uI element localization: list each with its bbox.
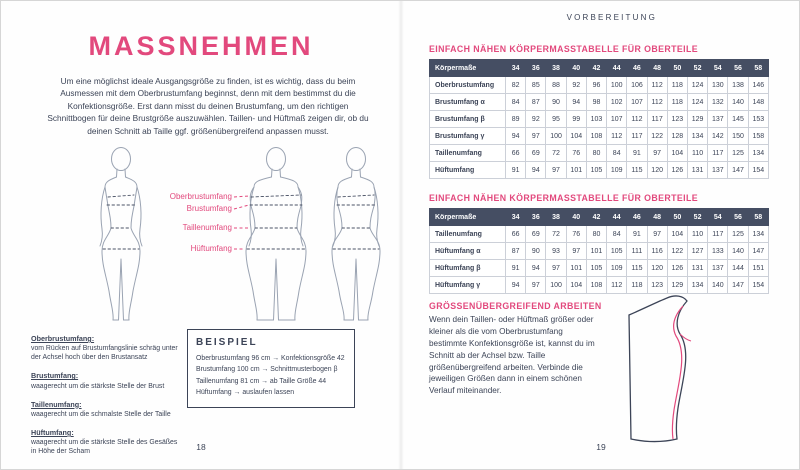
size-value-cell: 151 [748, 260, 768, 277]
size-value-cell: 147 [728, 277, 748, 294]
size-value-cell: 123 [667, 111, 687, 128]
size-value-cell: 85 [526, 77, 546, 94]
size-value-cell: 110 [687, 145, 707, 162]
size-value-cell: 140 [728, 94, 748, 111]
size-column-header: 36 [526, 60, 546, 77]
size-column-header: 54 [708, 60, 728, 77]
measurement-row-label: Hüftumfang β [430, 260, 506, 277]
size-value-cell: 107 [627, 94, 647, 111]
size-value-cell: 146 [748, 77, 768, 94]
size-value-cell: 124 [687, 77, 707, 94]
size-column-header: 34 [506, 60, 526, 77]
size-column-header: 38 [546, 209, 566, 226]
page-title: MASSNEHMEN [88, 31, 314, 61]
size-value-cell: 92 [526, 111, 546, 128]
size-value-cell: 120 [647, 162, 667, 179]
size-value-cell: 158 [748, 128, 768, 145]
table-row [430, 162, 769, 179]
size-value-cell: 125 [728, 145, 748, 162]
size-value-cell: 138 [728, 77, 748, 94]
beispiel-line: Oberbrustumfang 96 cm → Konfektionsgröße 42 [196, 355, 345, 362]
size-value-cell: 110 [687, 226, 707, 243]
size-value-cell: 117 [627, 128, 647, 145]
table1-title: EINFACH NÄHEN KÖRPERMASSTABELLE FÜR OBERTEILE [429, 44, 699, 54]
size-value-cell: 134 [748, 226, 768, 243]
size-value-cell: 118 [667, 94, 687, 111]
size-column-header: 42 [586, 209, 606, 226]
size-value-cell: 89 [506, 111, 526, 128]
beispiel-line: Taillenumfang 81 cm → ab Taille Größe 44 [196, 377, 327, 385]
measurement-row-label: Brustumfang γ [430, 128, 506, 145]
size-column-header: 40 [566, 60, 586, 77]
measure-label-hueftumfang: Hüftumfang [190, 244, 232, 253]
definition-oberbrustumfang [31, 334, 183, 363]
size-value-cell: 129 [667, 277, 687, 294]
table-corner-header: Körpermaße [430, 60, 506, 77]
size-column-header: 52 [687, 209, 707, 226]
definition-term: Oberbrustumfang: [31, 334, 95, 343]
definition-text: waagerecht um die stärkste Stelle des Gesäßes in Höhe der Scham [31, 439, 178, 456]
pattern-outline [629, 296, 687, 442]
size-value-cell: 120 [647, 260, 667, 277]
size-value-cell: 99 [566, 111, 586, 128]
size-value-cell: 154 [748, 277, 768, 294]
size-value-cell: 90 [526, 243, 546, 260]
size-value-cell: 124 [687, 94, 707, 111]
size-value-cell: 94 [526, 162, 546, 179]
size-value-cell: 101 [566, 162, 586, 179]
table-header-row [430, 209, 769, 226]
size-column-header: 58 [748, 209, 768, 226]
size-value-cell: 115 [627, 260, 647, 277]
measure-label-taillenumfang: Taillenumfang [182, 223, 232, 232]
measurement-row-label: Brustumfang β [430, 111, 506, 128]
measurement-row-label: Oberbrustumfang [430, 77, 506, 94]
table-row [430, 128, 769, 145]
definition-term: Brustumfang: [31, 371, 79, 381]
size-value-cell: 125 [728, 226, 748, 243]
size-value-cell: 134 [687, 128, 707, 145]
size-column-header: 54 [708, 209, 728, 226]
size-value-cell: 97 [566, 243, 586, 260]
size-value-cell: 66 [506, 226, 526, 243]
size-value-cell: 137 [708, 260, 728, 277]
size-column-header: 50 [667, 209, 687, 226]
size-value-cell: 72 [546, 145, 566, 162]
measurement-row-label: Taillenumfang [430, 145, 506, 162]
size-column-header: 48 [647, 209, 667, 226]
definition-taillenumfang [31, 400, 183, 420]
size-value-cell: 137 [708, 111, 728, 128]
size-value-cell: 91 [506, 260, 526, 277]
size-column-header: 52 [687, 60, 707, 77]
size-value-cell: 108 [586, 128, 606, 145]
beispiel-line: Hüftumfang → auslaufen lassen [196, 389, 295, 397]
size-value-cell: 84 [607, 226, 627, 243]
definition-term: Taillenumfang: [31, 399, 82, 409]
size-value-cell: 153 [748, 111, 768, 128]
size-value-cell: 112 [627, 111, 647, 128]
beispiel-box [187, 329, 355, 408]
size-value-cell: 148 [748, 94, 768, 111]
size-value-cell: 109 [607, 260, 627, 277]
size-value-cell: 112 [647, 77, 667, 94]
size-value-cell: 112 [607, 277, 627, 294]
size-value-cell: 150 [728, 128, 748, 145]
running-head: VORBEREITUNG [566, 13, 657, 22]
size-value-cell: 116 [647, 243, 667, 260]
pattern-piece-drawing [607, 289, 771, 449]
size-value-cell: 69 [526, 226, 546, 243]
size-value-cell: 137 [708, 162, 728, 179]
size-value-cell: 104 [566, 128, 586, 145]
size-column-header: 40 [566, 209, 586, 226]
table-corner-header: Körpermaße [430, 209, 506, 226]
table-row [430, 94, 769, 111]
size-value-cell: 140 [728, 243, 748, 260]
size-value-cell: 84 [607, 145, 627, 162]
size-value-cell: 134 [687, 277, 707, 294]
size-value-cell: 105 [607, 243, 627, 260]
table-row [430, 111, 769, 128]
measure-label-brustumfang: Brustumfang [186, 204, 232, 213]
size-value-cell: 117 [647, 111, 667, 128]
size-column-header: 36 [526, 209, 546, 226]
size-value-cell: 126 [667, 162, 687, 179]
section-text: Wenn dein Taillen- oder Hüftmaß größer oder kleiner als die vom Oberbrustumfang bestimmte Konfektionsgröße ist, kannst du im Schnitt ab der Achsel bzw. Taille größenübergreifend arbeiten. Verbinde die jeweiligen Größen dann in einem schönen Verlauf miteinander. [429, 315, 595, 396]
definition-text: waagerecht um die stärkste Stelle der Brust [31, 382, 165, 390]
size-value-cell: 107 [607, 111, 627, 128]
page-number-left: 18 [196, 442, 206, 452]
size-value-cell: 122 [647, 128, 667, 145]
table-header-row [430, 60, 769, 77]
size-value-cell: 96 [586, 77, 606, 94]
table-row [430, 260, 769, 277]
size-value-cell: 80 [586, 145, 606, 162]
measurement-row-label: Hüftumfang γ [430, 277, 506, 294]
size-value-cell: 87 [526, 94, 546, 111]
size-value-cell: 104 [667, 145, 687, 162]
size-value-cell: 132 [708, 94, 728, 111]
size-value-cell: 88 [546, 77, 566, 94]
size-value-cell: 87 [506, 243, 526, 260]
size-value-cell: 147 [728, 162, 748, 179]
size-value-cell: 93 [546, 243, 566, 260]
table-row [430, 243, 769, 260]
size-value-cell: 98 [586, 94, 606, 111]
size-value-cell: 72 [546, 226, 566, 243]
size-value-cell: 102 [607, 94, 627, 111]
book-gutter [398, 1, 404, 469]
size-column-header: 50 [667, 60, 687, 77]
size-value-cell: 104 [566, 277, 586, 294]
measurement-row-label: Brustumfang α [430, 94, 506, 111]
size-table-oberteile [429, 59, 769, 179]
size-value-cell: 117 [708, 226, 728, 243]
size-value-cell: 111 [627, 243, 647, 260]
size-value-cell: 140 [708, 277, 728, 294]
size-value-cell: 109 [607, 162, 627, 179]
size-value-cell: 84 [506, 94, 526, 111]
size-value-cell: 101 [566, 260, 586, 277]
size-value-cell: 118 [667, 77, 687, 94]
size-value-cell: 66 [506, 145, 526, 162]
beispiel-line: Brustumfang 100 cm → Schnittmusterbogen β [196, 366, 338, 374]
size-value-cell: 76 [566, 226, 586, 243]
size-value-cell: 97 [647, 226, 667, 243]
beispiel-title: BEISPIEL [196, 337, 258, 348]
size-column-header: 48 [647, 60, 667, 77]
size-value-cell: 134 [748, 145, 768, 162]
size-value-cell: 91 [506, 162, 526, 179]
size-value-cell: 118 [627, 277, 647, 294]
size-value-cell: 97 [546, 260, 566, 277]
size-value-cell: 117 [708, 145, 728, 162]
size-value-cell: 91 [627, 226, 647, 243]
table-row [430, 226, 769, 243]
size-column-header: 42 [586, 60, 606, 77]
size-column-header: 58 [748, 60, 768, 77]
size-value-cell: 105 [586, 260, 606, 277]
size-value-cell: 128 [667, 128, 687, 145]
size-value-cell: 106 [627, 77, 647, 94]
size-column-header: 56 [728, 209, 748, 226]
size-column-header: 44 [607, 60, 627, 77]
measurement-row-label: Hüftumfang α [430, 243, 506, 260]
size-column-header: 44 [607, 209, 627, 226]
size-value-cell: 80 [586, 226, 606, 243]
size-value-cell: 97 [647, 145, 667, 162]
size-value-cell: 131 [687, 260, 707, 277]
size-value-cell: 100 [546, 128, 566, 145]
definition-text: waagerecht um die schmalste Stelle der Taille [31, 410, 171, 418]
size-value-cell: 103 [586, 111, 606, 128]
definition-term: Hüftumfang: [31, 427, 74, 437]
size-value-cell: 123 [647, 277, 667, 294]
size-value-cell: 122 [667, 243, 687, 260]
size-value-cell: 105 [586, 162, 606, 179]
figures-illustration [26, 141, 396, 323]
size-value-cell: 100 [546, 277, 566, 294]
size-column-header: 38 [546, 60, 566, 77]
size-value-cell: 127 [687, 243, 707, 260]
size-value-cell: 97 [526, 128, 546, 145]
size-value-cell: 97 [546, 162, 566, 179]
size-value-cell: 82 [506, 77, 526, 94]
size-value-cell: 94 [526, 260, 546, 277]
intro-text: Um eine möglichst ideale Ausgangsgröße zu finden, ist es wichtig, dass du beim Ausmessen mit dem Oberbrustumfang beginnst, denn mit dem bestimmst du die Konfektionsgröße. Erst dann misst du deinen Brustumfang, um den richtigen Schnittbogen für deine Brustgröße auszuwählen. Taillen- und Hüftmaß zeigen dir, ob du deinen Schnitt ab Taille ggf. größenübergreifend anpassen musst. [47, 76, 369, 136]
size-value-cell: 101 [586, 243, 606, 260]
table-row [430, 77, 769, 94]
size-value-cell: 147 [748, 243, 768, 260]
size-value-cell: 104 [667, 226, 687, 243]
size-value-cell: 94 [506, 277, 526, 294]
size-value-cell: 112 [607, 128, 627, 145]
size-value-cell: 94 [506, 128, 526, 145]
size-value-cell: 97 [526, 277, 546, 294]
measure-label-oberbrustumfang: Oberbrustumfang [169, 192, 232, 201]
size-value-cell: 76 [566, 145, 586, 162]
measurement-row-label: Hüftumfang [430, 162, 506, 179]
table2-title: EINFACH NÄHEN KÖRPERMASSTABELLE FÜR OBERTEILE [429, 193, 699, 203]
page-number-right: 19 [596, 442, 606, 452]
size-value-cell: 129 [687, 111, 707, 128]
size-table-hueften [429, 208, 769, 294]
definition-brustumfang [31, 371, 183, 391]
size-value-cell: 69 [526, 145, 546, 162]
size-value-cell: 133 [708, 243, 728, 260]
size-column-header: 56 [728, 60, 748, 77]
table-row [430, 145, 769, 162]
size-value-cell: 115 [627, 162, 647, 179]
size-value-cell: 94 [566, 94, 586, 111]
measurement-row-label: Taillenumfang [430, 226, 506, 243]
size-value-cell: 131 [687, 162, 707, 179]
size-value-cell: 108 [586, 277, 606, 294]
size-value-cell: 154 [748, 162, 768, 179]
size-value-cell: 142 [708, 128, 728, 145]
size-column-header: 46 [627, 60, 647, 77]
size-value-cell: 144 [728, 260, 748, 277]
size-column-header: 34 [506, 209, 526, 226]
size-value-cell: 100 [607, 77, 627, 94]
size-value-cell: 126 [667, 260, 687, 277]
section-title: GRÖSSENÜBERGREIFEND ARBEITEN [429, 301, 602, 311]
size-value-cell: 90 [546, 94, 566, 111]
definition-text: vom Rücken auf Brustumfangslinie schräg unter der Achsel hoch über den Brustansatz [31, 345, 178, 362]
size-value-cell: 92 [566, 77, 586, 94]
size-value-cell: 145 [728, 111, 748, 128]
size-value-cell: 91 [627, 145, 647, 162]
size-value-cell: 130 [708, 77, 728, 94]
size-value-cell: 95 [546, 111, 566, 128]
size-value-cell: 112 [647, 94, 667, 111]
size-column-header: 46 [627, 209, 647, 226]
